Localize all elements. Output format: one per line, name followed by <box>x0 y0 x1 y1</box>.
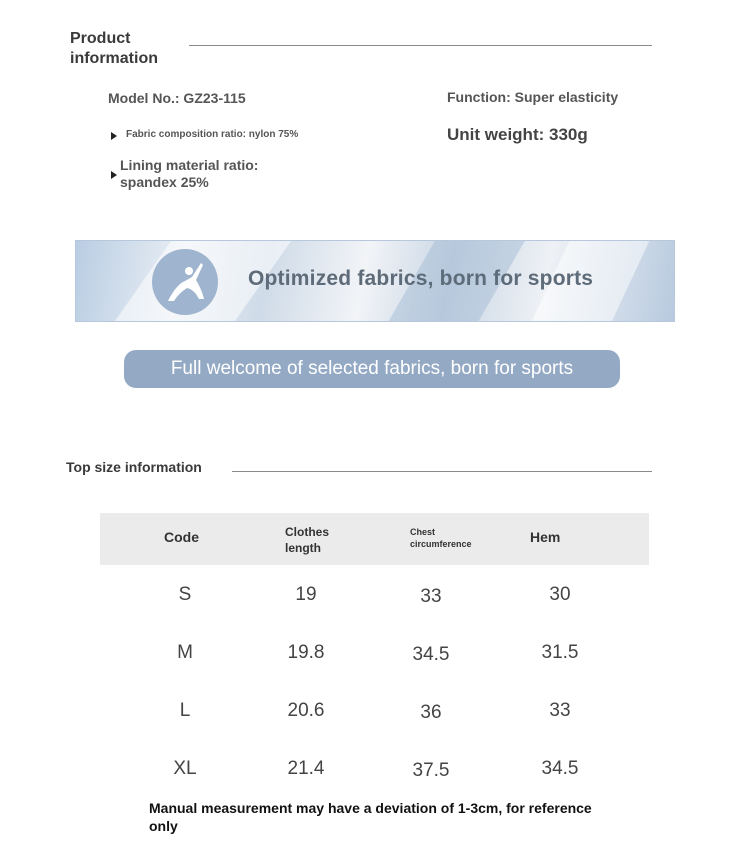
product-info-title-line1: Product <box>70 30 131 47</box>
table-row <box>0 700 750 730</box>
size-table-header <box>100 513 649 565</box>
cell-length: 19.8 <box>287 642 325 663</box>
cell-code: S <box>178 584 192 605</box>
product-info-title <box>70 29 158 69</box>
product-info-title-line2: information <box>70 50 158 67</box>
header-chest-line1: Chest <box>410 527 436 537</box>
cell-length: 20.6 <box>287 700 325 721</box>
fabric-arrow-icon <box>111 132 117 140</box>
header-hem: Hem <box>530 529 561 545</box>
fabric-composition: Fabric composition ratio: nylon 75% <box>126 129 299 140</box>
cell-code: L <box>179 700 191 721</box>
fabric-banner <box>75 240 675 322</box>
cell-length: 19 <box>295 584 317 605</box>
cell-hem: 31.5 <box>541 642 579 663</box>
function-spec: Function: Super elasticity <box>447 89 619 105</box>
fabric-slogan-pill: Full welcome of selected fabrics, born for sports <box>124 350 620 388</box>
cell-hem: 30 <box>549 584 571 605</box>
cell-length: 21.4 <box>287 758 325 779</box>
lining-line2: spandex 25% <box>120 174 209 190</box>
cell-code: XL <box>173 758 197 779</box>
lining-line1: Lining material ratio: <box>120 157 259 173</box>
header-clothes-length <box>285 524 329 556</box>
cell-chest: 33 <box>420 586 442 607</box>
note-line1: Manual measurement may have a deviation of 1-3cm, for reference <box>149 800 592 816</box>
model-number: Model No.: GZ23-115 <box>108 90 246 106</box>
cell-hem: 33 <box>549 700 571 721</box>
cell-chest: 34.5 <box>412 644 450 665</box>
table-row <box>0 758 750 788</box>
measurement-note <box>149 799 592 835</box>
banner-text: Optimized fabrics, born for sports <box>248 267 594 290</box>
header-chest-line2: circumference <box>410 539 472 549</box>
cell-chest: 37.5 <box>412 760 450 781</box>
header-code: Code <box>164 529 199 545</box>
header-chest <box>410 526 472 550</box>
note-line2: only <box>149 818 178 834</box>
size-info-title: Top size information <box>66 459 202 475</box>
lining-arrow-icon <box>111 171 117 179</box>
header-length-line1: Clothes <box>285 525 330 539</box>
product-info-rule <box>189 45 652 46</box>
cell-hem: 34.5 <box>541 758 579 779</box>
table-row <box>0 642 750 672</box>
table-row <box>0 584 750 614</box>
size-info-rule <box>232 471 652 472</box>
header-length-line2: length <box>285 541 321 555</box>
lining-material <box>120 157 258 191</box>
cell-code: M <box>177 642 193 663</box>
cell-chest: 36 <box>420 702 442 723</box>
unit-weight: Unit weight: 330g <box>447 125 588 144</box>
gymnast-icon <box>152 249 218 315</box>
